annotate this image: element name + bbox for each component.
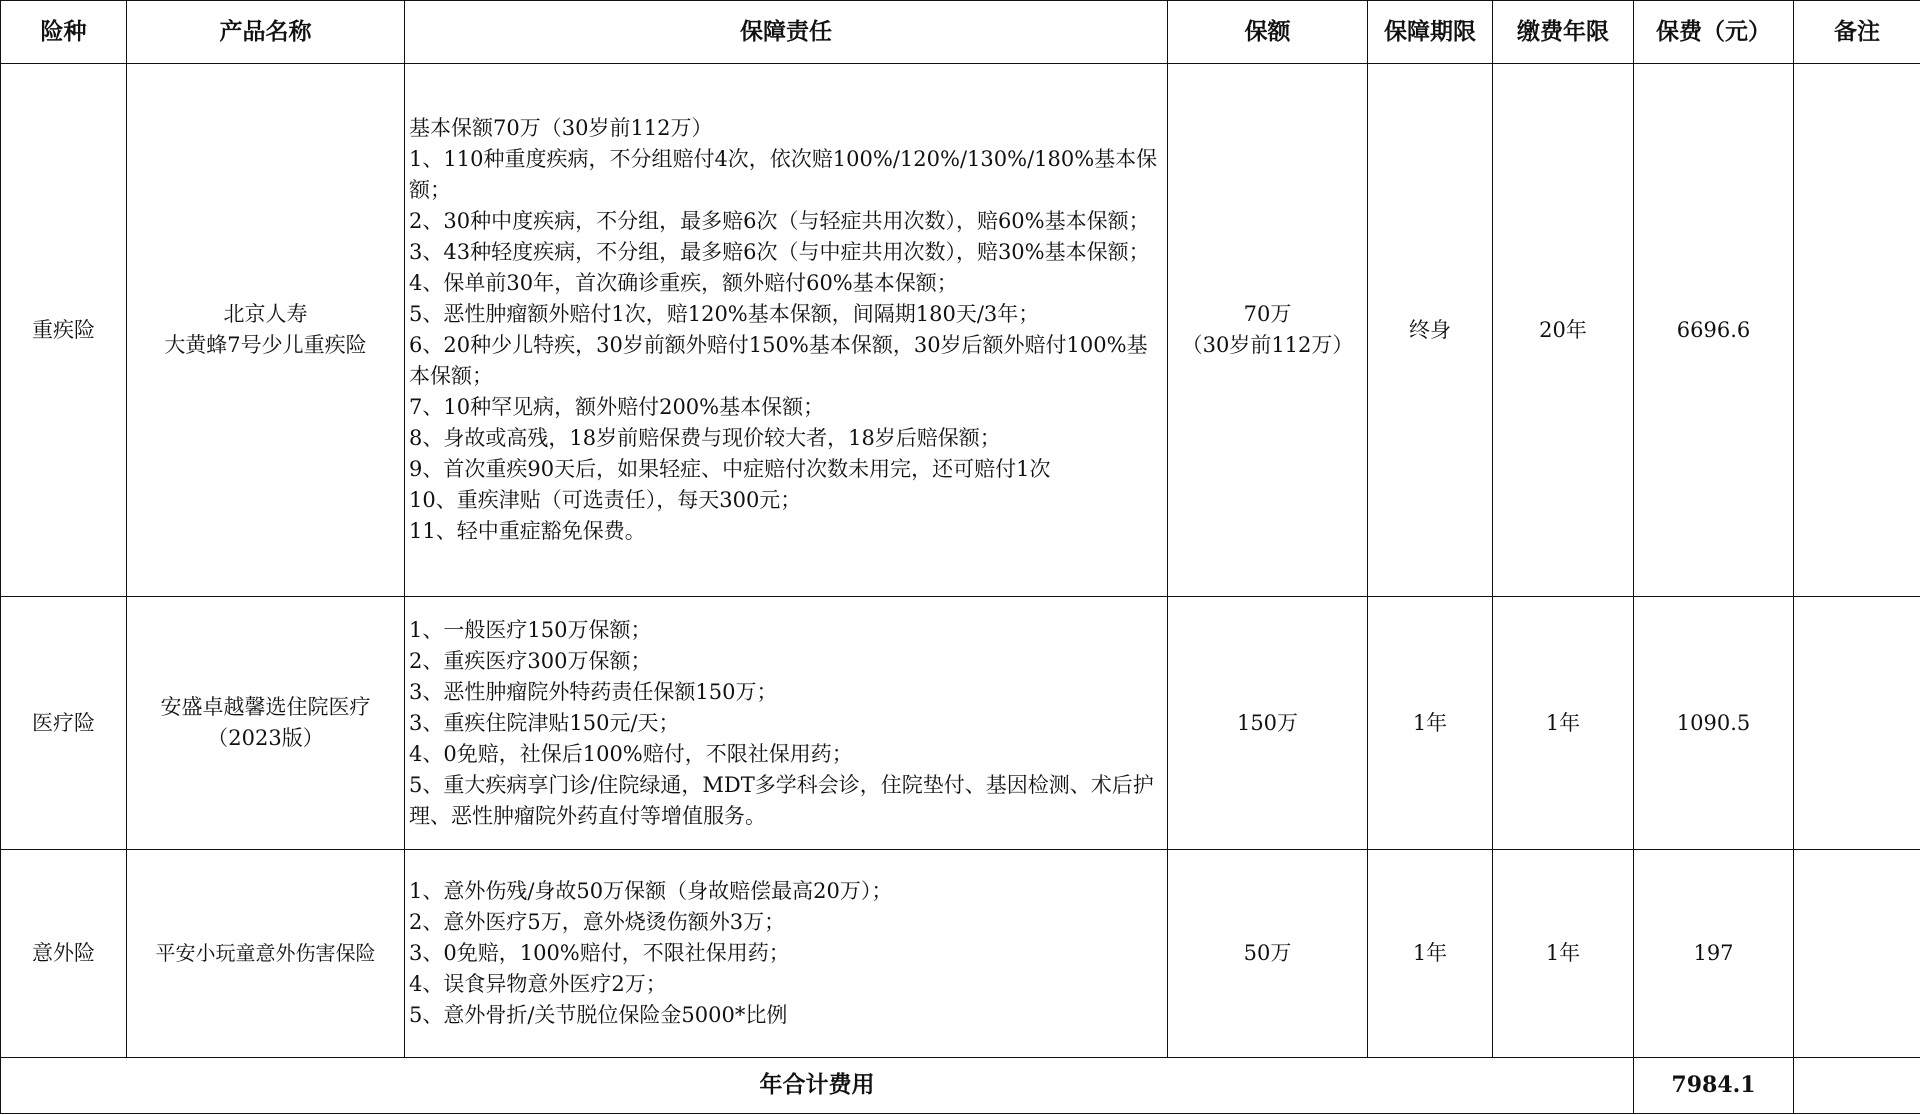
cell-product xyxy=(127,64,405,597)
coverage-line: 70万 xyxy=(1243,302,1292,326)
duty-line: 1、一般医疗150万保额； xyxy=(409,617,652,642)
cell-pay-years: 1年 xyxy=(1493,850,1634,1058)
duty-line: 2、30种中度疾病，不分组，最多赔6次（与轻症共用次数），赔60%基本保额； xyxy=(409,209,1150,233)
product-line: 北京人寿 xyxy=(223,302,308,326)
header-type: 险种 xyxy=(1,1,127,64)
duty-line: 1、意外伤残/身故50万保额（身故赔偿最高20万）； xyxy=(409,879,893,903)
cell-coverage xyxy=(1168,64,1368,597)
duty-line: 7、10种罕见病，额外赔付200%基本保额； xyxy=(409,395,825,419)
cell-duties xyxy=(405,597,1168,850)
table-row xyxy=(1,850,1920,1058)
duty-line: 基本保额70万（30岁前112万） xyxy=(409,116,713,140)
product-line: 安盛卓越馨选住院医疗 xyxy=(160,695,371,719)
cell-note xyxy=(1794,597,1920,850)
cell-premium: 1090.5 xyxy=(1634,597,1794,850)
header-term: 保障期限 xyxy=(1368,1,1493,64)
table-row xyxy=(1,64,1920,597)
header-note: 备注 xyxy=(1794,1,1920,64)
duty-line: 3、0免赔，100%赔付，不限社保用药； xyxy=(409,941,790,965)
cell-pay-years: 20年 xyxy=(1493,64,1634,597)
header-pay-years: 缴费年限 xyxy=(1493,1,1634,64)
cell-product xyxy=(127,597,405,850)
cell-note xyxy=(1794,850,1920,1058)
cell-coverage: 150万 xyxy=(1168,597,1368,850)
cell-type: 医疗险 xyxy=(1,597,127,850)
header-row xyxy=(1,1,1920,64)
duty-line: 5、恶性肿瘤额外赔付1次，赔120%基本保额，间隔期180天/3年； xyxy=(409,302,1040,326)
cell-type: 重疾险 xyxy=(1,64,127,597)
duty-line: 3、重疾住院津贴150元/天； xyxy=(409,710,680,735)
cell-term: 终身 xyxy=(1368,64,1493,597)
table-row xyxy=(1,597,1920,850)
cell-note xyxy=(1794,64,1920,597)
cell-type: 意外险 xyxy=(1,850,127,1058)
product-line: （2023版） xyxy=(207,726,324,750)
duty-line: 11、轻中重症豁免保费。 xyxy=(409,519,646,543)
duty-line: 9、首次重疾90天后，如果轻症、中症赔付次数未用完，还可赔付1次 xyxy=(409,457,1051,481)
duty-line: 4、保单前30年，首次确诊重疾，额外赔付60%基本保额； xyxy=(409,271,958,295)
total-premium: 7984.1 xyxy=(1634,1058,1794,1114)
duty-line: 2、重疾医疗300万保额； xyxy=(409,648,652,673)
header-product: 产品名称 xyxy=(127,1,405,64)
duty-line: 10、重疾津贴（可选责任），每天300元； xyxy=(409,488,802,512)
duty-line: 2、意外医疗5万，意外烧烫伤额外3万； xyxy=(409,910,786,934)
cell-product: 平安小玩童意外伤害保险 xyxy=(127,850,405,1058)
duty-line: 3、恶性肿瘤院外特药责任保额150万； xyxy=(409,679,778,704)
total-note xyxy=(1794,1058,1920,1114)
total-label: 年合计费用 xyxy=(1,1058,1634,1114)
cell-term: 1年 xyxy=(1368,597,1493,850)
duty-line: 3、43种轻度疾病，不分组，最多赔6次（与中症共用次数），赔30%基本保额； xyxy=(409,240,1150,264)
cell-premium: 6696.6 xyxy=(1634,64,1794,597)
cell-pay-years: 1年 xyxy=(1493,597,1634,850)
header-premium: 保费（元） xyxy=(1634,1,1794,64)
header-duties: 保障责任 xyxy=(405,1,1168,64)
cell-duties xyxy=(405,64,1168,597)
duty-line: 4、误食异物意外医疗2万； xyxy=(409,972,667,996)
cell-term: 1年 xyxy=(1368,850,1493,1058)
product-line: 大黄蜂7号少儿重疾险 xyxy=(164,333,367,357)
duty-line: 5、意外骨折/关节脱位保险金5000*比例 xyxy=(409,1003,788,1027)
cell-premium: 197 xyxy=(1634,850,1794,1058)
duty-line: 5、重大疾病享门诊/住院绿通，MDT多学科会诊，住院垫付、基因检测、术后护理、恶性肿瘤院外药直付等增值服务。 xyxy=(409,772,1154,828)
coverage-line: （30岁前112万） xyxy=(1181,333,1354,357)
cell-coverage: 50万 xyxy=(1168,850,1368,1058)
header-coverage: 保额 xyxy=(1168,1,1368,64)
duty-line: 4、0免赔，社保后100%赔付，不限社保用药； xyxy=(409,741,853,766)
duty-line: 1、110种重度疾病，不分组赔付4次，依次赔100%/120%/130%/180%基本保额； xyxy=(409,147,1158,202)
duty-line: 6、20种少儿特疾，30岁前额外赔付150%基本保额，30岁后额外赔付100%基本保额； xyxy=(409,333,1148,388)
total-row xyxy=(1,1058,1920,1114)
duty-line: 8、身故或高残，18岁前赔保费与现价较大者，18岁后赔保额； xyxy=(409,426,1001,450)
cell-duties xyxy=(405,850,1168,1058)
